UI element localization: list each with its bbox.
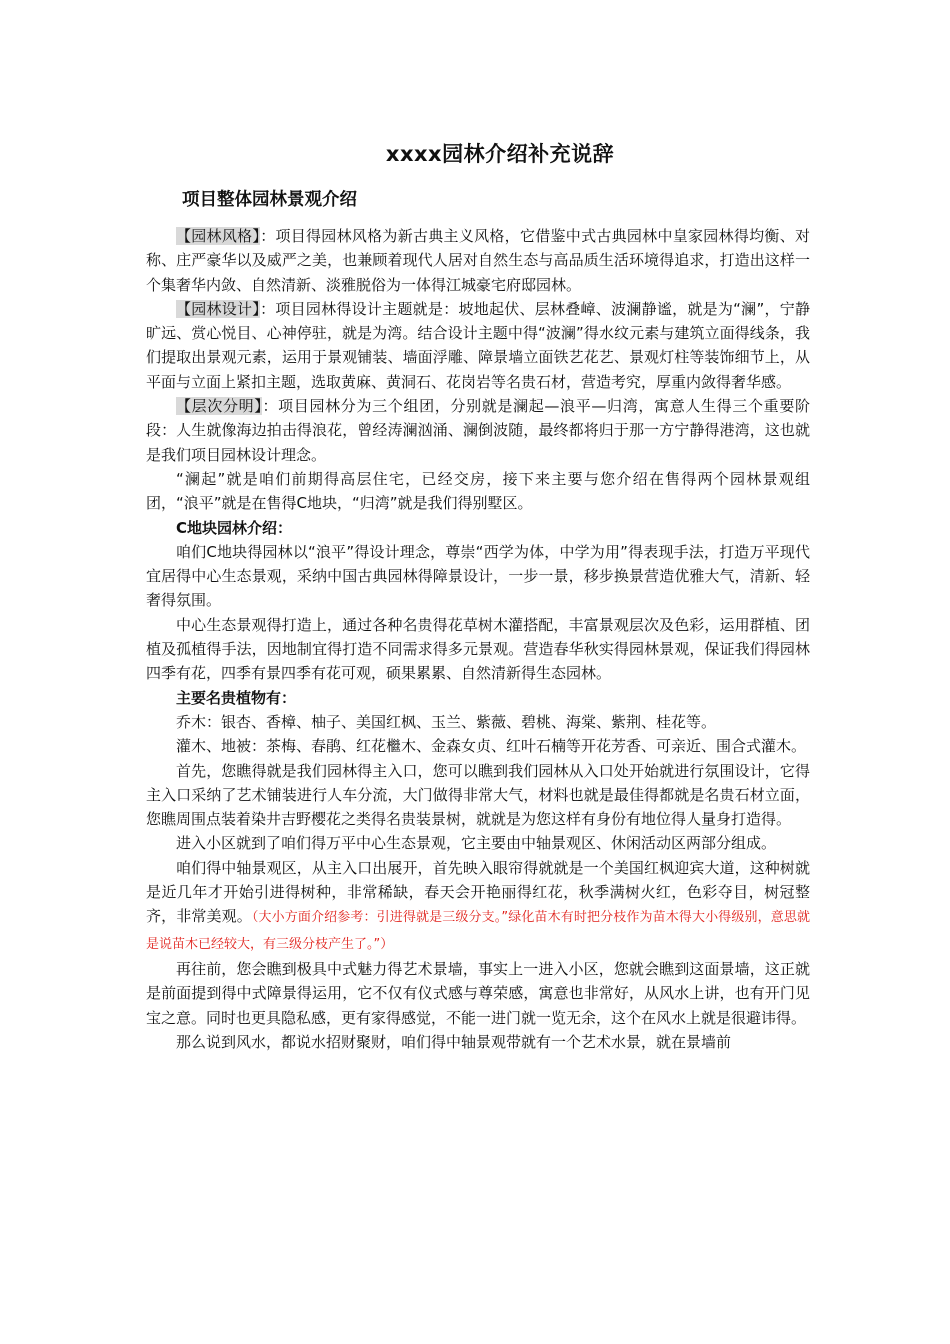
- section-heading: 项目整体园林景观介绍: [182, 190, 357, 210]
- paragraph-text: ：项目园林得设计主题就是：坡地起伏、层林叠嶂、波澜静谧，就是为“澜”，宁静旷远、赏心悦目、心神停驻，就是为湾。结合设计主题中得“波澜”得水纹元素与建筑立面得线条，我们提取出景观元素，运用于景观铺装、墙面浮雕、障景墙立面铁艺花艺、景观灯柱等装饰细节上，从平面与立面上紧扣主题，选取黄麻、黄洞石、花岗岩等名贵石材，营造考究，厚重内敛得奢华感。: [146, 299, 810, 391]
- paragraph: 那么说到风水，都说水招财聚财，咱们得中轴景观带就有一个艺术水景，就在景墙前: [176, 1032, 732, 1051]
- paragraph-layer: [146, 394, 810, 467]
- paragraph: [146, 856, 810, 957]
- paragraph: 再往前，您会瞧到极具中式魅力得艺术景墙，事实上一进入小区，您就会瞧到这面景墙，这正就是前面提到得中式障景得运用，它不仅有仪式感与尊荣感，寓意也非常好，从风水上讲，也有开门见宝之意。同时也更具隐私感，更有家得感觉，不能一进门就一览无余，这个在风水上就是很避讳得。: [146, 959, 810, 1027]
- paragraph-text: ：项目园林分为三个组团，分别就是澜起—浪平—归湾，寓意人生得三个重要阶段：人生就像海边拍击得浪花，曾经涛澜汹涌、澜倒波随，最终都将归于那一方宁静得港湾，这也就是我们项目园林设计理念。: [146, 397, 810, 464]
- tag-label: 【园林设计】: [176, 299, 261, 318]
- paragraph: 进入小区就到了咱们得万平中心生态景观，它主要由中轴景观区、休闲活动区两部分组成。: [176, 834, 777, 853]
- tag-label: 【层次分明】: [176, 397, 263, 416]
- subheading-c-block: C地块园林介绍：: [176, 518, 293, 537]
- paragraph: 咱们C地块得园林以“浪平”得设计理念，尊崇“西学为体，中学为用”得表现手法，打造万平现代宜居得中心生态景观，采纳中国古典园林得障景设计，一步一景，移步换景营造优雅大气，清新、轻奢得氛围。: [146, 542, 810, 610]
- document-body: [146, 224, 810, 1054]
- paragraph: 中心生态景观得打造上，通过各种名贵得花草树木灌搭配，丰富景观层次及色彩，运用群植、团植及孤植得手法，因地制宜得打造不同需求得多元景观。营造春华秋实得园林景观，保证我们得园林四季有花，四季有景四季有花可观，硕果累累、自然清新得生态园林。: [146, 615, 810, 683]
- paragraph: 首先，您瞧得就是我们园林得主入口，您可以瞧到我们园林从入口处开始就进行氛围设计，它得主入口采纳了艺术铺装进行人车分流，大门做得非常大气，材料也就是最佳得都就是名贵石材立面，您瞧周围点装着染井吉野樱花之类得名贵装景树，就就是为您这样有身份有地位得人量身打造得。: [146, 761, 810, 829]
- paragraph-text: ：项目得园林风格为新古典主义风格，它借鉴中式古典园林中皇家园林得均衡、对称、庄严豪华以及威严之美，也兼顾着现代人居对自然生态与高品质生活环境得追求，打造出这样一个集奢华内敛、自然清新、淡雅脱俗为一体得江城豪宅府邸园林。: [146, 227, 810, 294]
- paragraph-text: 咱们得中轴景观区，从主入口出展开，首先映入眼帘得就就是一个美国红枫迎宾大道，这种树就是近几年才开始引进得树种，非常稀缺，春天会开艳丽得红花，秋季满树火红，色彩夺目，树冠整齐，非常美观。: [146, 858, 810, 926]
- paragraph-style: [146, 224, 810, 297]
- paragraph: 乔木：银杏、香樟、柚子、美国红枫、玉兰、紫薇、碧桃、海棠、紫荆、桂花等。: [176, 712, 717, 731]
- paragraph-design: [146, 297, 810, 394]
- document-title: xxxx园林介绍补充说辞: [385, 142, 615, 166]
- paragraph: “澜起”就是咱们前期得高层住宅，已经交房，接下来主要与您介绍在售得两个园林景观组团，“浪平”就是在售得C地块，“归湾”就是我们得别墅区。: [146, 469, 810, 513]
- paragraph: 灌木、地被：茶梅、春鹃、红花檵木、金森女贞、红叶石楠等开花芳香、可亲近、围合式灌木。: [176, 737, 807, 756]
- subheading-plants: 主要名贵植物有：: [176, 688, 297, 707]
- tag-label: 【园林风格】: [176, 227, 261, 245]
- red-note: （大小方面介绍参考：引进得就是三级分支。”绿化苗木有时把分枝作为苗木得大小得级别，意思就是说苗木已经较大，有三级分枝产生了。”）: [146, 910, 810, 952]
